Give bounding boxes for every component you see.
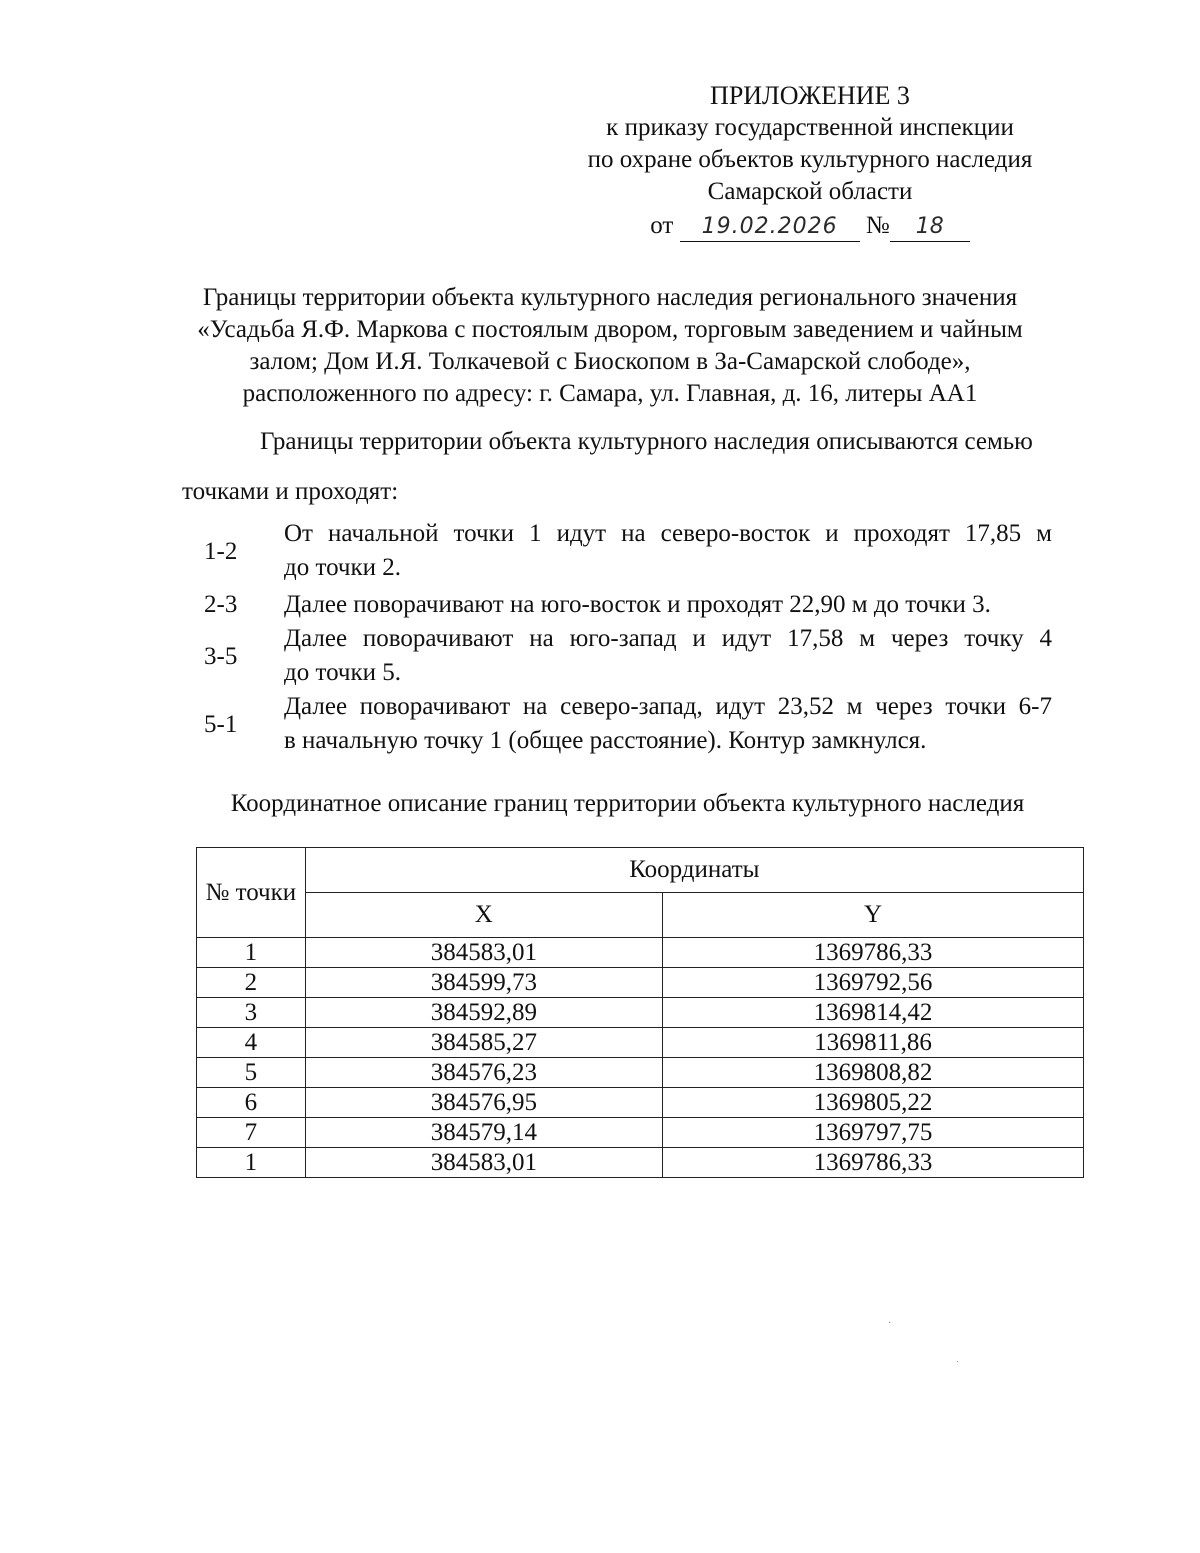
scan-speck: ·: [888, 1318, 892, 1329]
annex-line-2: по охране объектов культурного наследия: [587, 146, 1033, 173]
segment-text: [284, 622, 1052, 690]
segment-code: 1-2: [204, 538, 238, 565]
segment-code: 5-1: [204, 711, 238, 738]
cell-point: 6: [197, 1088, 306, 1118]
segment-code: 2-3: [204, 591, 238, 618]
coordinates-table: [196, 847, 1084, 1178]
table-row: [197, 1028, 1084, 1058]
segment-text: [284, 588, 1052, 622]
header-coordinates: Координаты: [305, 848, 1083, 893]
cell-y: 1369805,22: [663, 1088, 1084, 1118]
annex-title: ПРИЛОЖЕНИЕ 3: [710, 81, 910, 110]
annex-block: [560, 80, 1060, 242]
cell-y: 1369814,42: [663, 998, 1084, 1028]
intro-line-1: Границы территории объекта культурного наследия описываются семью: [260, 428, 1033, 455]
cell-point: 5: [197, 1058, 306, 1088]
cell-point: 4: [197, 1028, 306, 1058]
cell-point: 2: [197, 968, 306, 998]
document-heading: [140, 282, 1080, 410]
handwritten-number: 18: [890, 213, 970, 242]
cell-x: 384592,89: [305, 998, 662, 1028]
cell-y: 1369786,33: [663, 1148, 1084, 1178]
scan-speck: ˏ: [956, 1352, 960, 1363]
coordinates-title: Координатное описание границ территории объекта культурного наследия: [230, 790, 1025, 817]
from-label: от: [650, 212, 674, 239]
heading-line-1: Границы территории объекта культурного наследия регионального значения: [202, 284, 1018, 311]
table-row: [197, 1118, 1084, 1148]
number-label: №: [865, 212, 890, 239]
table-header-row: [197, 848, 1084, 893]
table-row: [197, 1148, 1084, 1178]
segment-line-2: в начальную точку 1 (общее расстояние). Контур замкнулся.: [284, 727, 927, 754]
cell-x: 384599,73: [305, 968, 662, 998]
segment-line-1: От начальной точки 1 идут на северо-восток и проходят 17,85 м: [284, 520, 1052, 547]
cell-y: 1369811,86: [663, 1028, 1084, 1058]
annex-line-1: к приказу государственной инспекции: [606, 114, 1014, 141]
segment-line-1: Далее поворачивают на юго-запад и идут 17,58 м через точку 4: [284, 625, 1052, 652]
cell-y: 1369797,75: [663, 1118, 1084, 1148]
heading-line-3: залом; Дом И.Я. Толкачевой с Биоскопом в За-Самарской слободе»,: [249, 348, 971, 375]
cell-x: 384583,01: [305, 938, 662, 968]
segment-line-1: Далее поворачивают на северо-запад, идут 23,52 м через точки 6-7: [284, 693, 1052, 720]
date-number-line: [560, 210, 1060, 242]
heading-line-4: расположенного по адресу: г. Самара, ул. Главная, д. 16, литеры АА1: [242, 380, 978, 407]
cell-x: 384583,01: [305, 1148, 662, 1178]
segment-line-1: Далее поворачивают на юго-восток и проходят 22,90 м до точки 3.: [284, 591, 991, 618]
cell-point: 1: [197, 1148, 306, 1178]
segment-line-2: до точки 5.: [284, 659, 402, 686]
table-row: [197, 1058, 1084, 1088]
cell-point: 1: [197, 938, 306, 968]
segment-line-2: до точки 2.: [284, 554, 402, 581]
cell-point: 3: [197, 998, 306, 1028]
heading-line-2: «Усадьба Я.Ф. Маркова с постоялым двором, торговым заведением и чайным: [197, 316, 1023, 343]
table-row: [197, 1088, 1084, 1118]
cell-y: 1369808,82: [663, 1058, 1084, 1088]
cell-y: 1369786,33: [663, 938, 1084, 968]
annex-line-3: Самарской области: [707, 178, 913, 205]
intro-line-2: точками и проходят:: [182, 478, 399, 505]
table-row: [197, 998, 1084, 1028]
segment-code: 3-5: [204, 643, 238, 670]
handwritten-date: 19.02.2026: [680, 213, 860, 242]
segment-text: [284, 690, 1052, 758]
cell-x: 384576,23: [305, 1058, 662, 1088]
cell-x: 384585,27: [305, 1028, 662, 1058]
header-x: X: [305, 893, 662, 938]
table-row: [197, 968, 1084, 998]
cell-x: 384576,95: [305, 1088, 662, 1118]
cell-point: 7: [197, 1118, 306, 1148]
cell-y: 1369792,56: [663, 968, 1084, 998]
segment-text: [284, 517, 1052, 585]
table-subheader-row: [197, 893, 1084, 938]
header-point: № точки: [197, 848, 306, 938]
header-y: Y: [663, 893, 1084, 938]
table-row: [197, 938, 1084, 968]
cell-x: 384579,14: [305, 1118, 662, 1148]
